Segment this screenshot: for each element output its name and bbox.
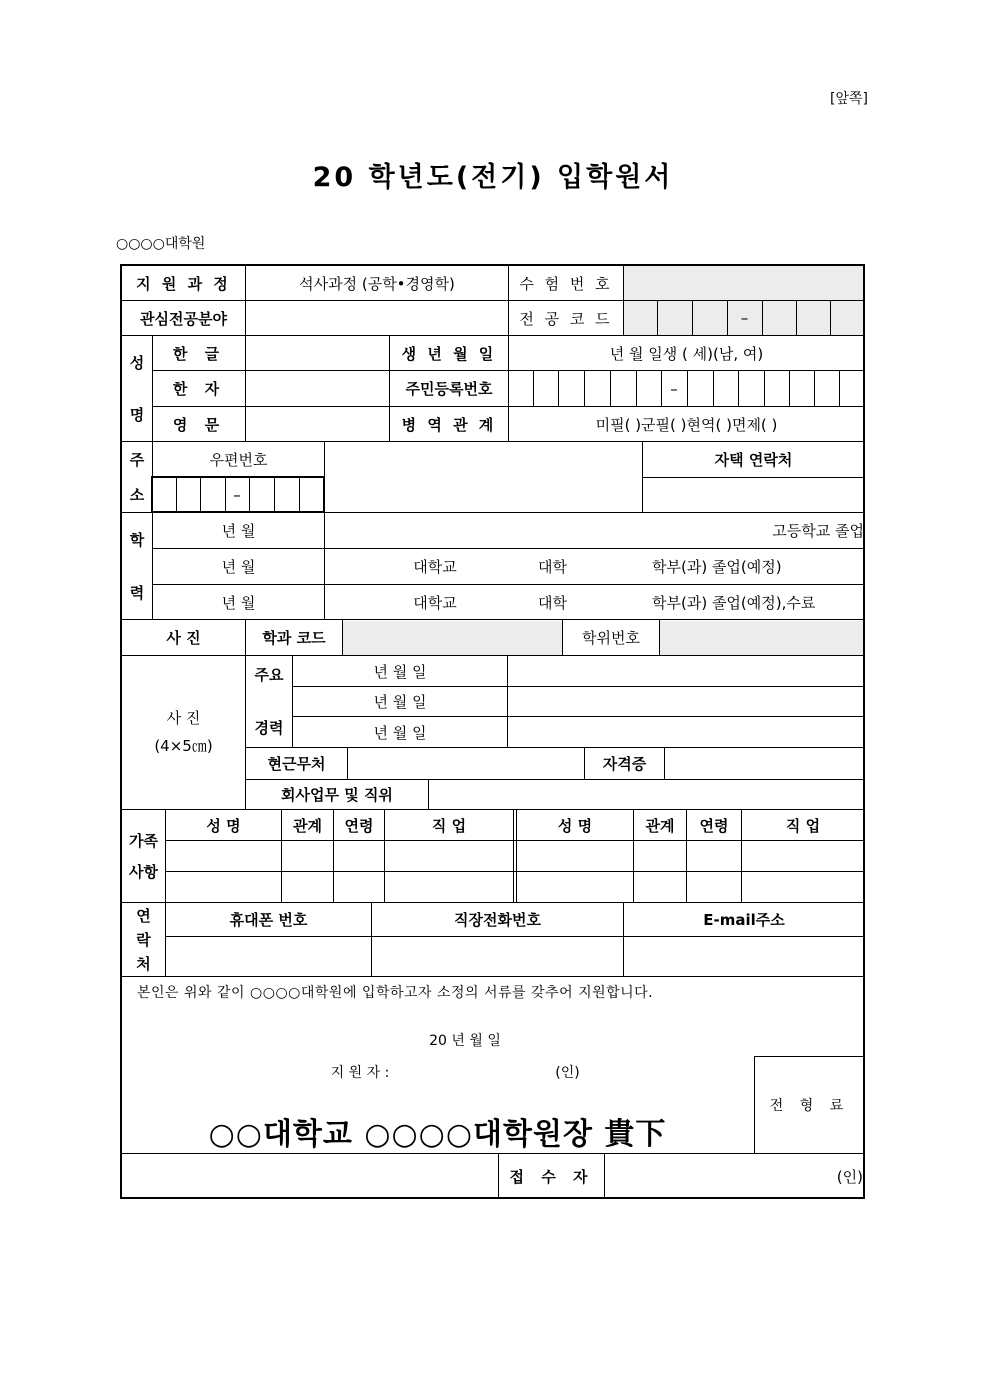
rrn-label: 주민등록번호 xyxy=(405,380,493,398)
mobile-field[interactable] xyxy=(166,937,371,976)
postal-code-dash: – xyxy=(233,485,241,504)
education-label-2: 력 xyxy=(129,584,145,602)
name-label-1: 성 xyxy=(129,353,145,372)
contact-label-1: 연 xyxy=(136,906,151,925)
address-label-2: 소 xyxy=(129,486,145,504)
page-tag: [앞쪽] xyxy=(830,91,868,107)
photo-box-size: (4×5㎝) xyxy=(154,736,213,755)
edu-row-3-dept: 학부(과) 졸업(예정),수료 xyxy=(652,593,816,612)
career-date-2[interactable]: 년 월 일 xyxy=(373,693,427,711)
birth-date-value[interactable]: 년 월 일생 ( 세)(남, 여) xyxy=(609,344,764,363)
applicant-label: 지 원 자 : xyxy=(330,1065,390,1081)
family-section-label xyxy=(122,825,165,887)
receipt-blank xyxy=(122,1154,498,1198)
career-date-1[interactable]: 년 월 일 xyxy=(373,662,427,681)
name-hanja-label: 한 자 xyxy=(172,380,226,398)
military-value[interactable]: 미필( )군필( )현역( )면제( ) xyxy=(595,415,778,434)
family-label-1: 가족 xyxy=(129,832,158,850)
fee-label: 전 형 료 xyxy=(769,1098,850,1114)
duty-label: 회사업무 및 직위 xyxy=(281,786,393,804)
education-section-label xyxy=(122,513,152,619)
name-hangul-label: 한 글 xyxy=(172,344,226,363)
family-label-2: 사항 xyxy=(129,863,158,881)
family-header-relation-2: 관계 xyxy=(645,816,675,835)
interest-major-label: 관심전공분야 xyxy=(140,309,227,328)
family-header-relation-1: 관계 xyxy=(293,816,322,835)
applicant-seal: (인) xyxy=(555,1065,580,1081)
degree-number-label: 학위번호 xyxy=(582,629,640,647)
course-value: 석사과정 (공학•경영학) xyxy=(299,274,455,293)
photo-box-label: 사 진 xyxy=(166,708,201,727)
license-label: 자격증 xyxy=(602,755,647,773)
rrn-dash: – xyxy=(670,379,678,398)
military-label: 병 역 관 계 xyxy=(401,415,497,434)
dept-code-field xyxy=(343,621,562,655)
family-header-name-1: 성 명 xyxy=(206,816,241,835)
edu-row-3-date[interactable]: 년 월 xyxy=(221,593,256,612)
contact-label-3: 처 xyxy=(136,955,151,974)
edu-row-3-university: 대학교 xyxy=(413,593,457,612)
degree-number-field xyxy=(660,621,863,655)
address-field[interactable] xyxy=(325,442,642,512)
office-phone-label: 직장전화번호 xyxy=(454,911,541,929)
education-label-1: 학 xyxy=(129,531,145,549)
workplace-label: 현근무처 xyxy=(267,755,326,773)
edu-row-2-university: 대학교 xyxy=(413,558,457,576)
address-section-label xyxy=(122,442,152,512)
postal-code-label: 우편번호 xyxy=(209,451,268,469)
dept-code-label: 학과 코드 xyxy=(262,629,326,647)
receipt-label: 접 수 자 xyxy=(509,1167,594,1186)
home-contact-field[interactable] xyxy=(643,478,864,512)
office-phone-field[interactable] xyxy=(372,937,623,976)
name-label-2: 명 xyxy=(129,406,145,425)
edu-row-2-dept: 학부(과) 졸업(예정) xyxy=(652,558,782,576)
edu-row-2-college: 대학 xyxy=(538,558,567,576)
career-label-1: 주요 xyxy=(254,665,284,684)
edu-row-3-college: 대학 xyxy=(538,593,567,612)
edu-row-1-date[interactable]: 년 월 xyxy=(221,522,256,540)
email-label: E-mail주소 xyxy=(703,911,785,929)
family-header-job-1: 직 업 xyxy=(431,816,467,835)
edu-row-1-school: 고등학교 졸업 xyxy=(772,522,864,540)
exam-number-field xyxy=(623,266,863,300)
birth-date-label: 생 년 월 일 xyxy=(401,344,497,363)
addressee: ○○대학교 ○○○○대학원장 貴下 xyxy=(208,1117,667,1152)
name-english-label: 영 문 xyxy=(172,415,226,434)
declaration-date: 20 년 월 일 xyxy=(429,1033,501,1049)
family-header-name-2: 성 명 xyxy=(557,816,593,835)
edu-row-2-date[interactable]: 년 월 xyxy=(221,558,256,576)
email-field[interactable] xyxy=(624,937,864,976)
contact-label-2: 락 xyxy=(136,930,151,949)
photo-label: 사 진 xyxy=(166,629,201,647)
name-section-label xyxy=(122,336,152,441)
exam-number-label: 수 험 번 호 xyxy=(519,274,613,293)
major-code-dash: – xyxy=(740,309,749,327)
interest-major-field[interactable] xyxy=(246,301,508,335)
form-title: 20 학년도(전기) 입학원서 xyxy=(312,162,674,193)
major-code-label: 전 공 코 드 xyxy=(519,309,613,328)
family-header-age-2: 연령 xyxy=(699,816,729,835)
contact-section-label xyxy=(122,903,165,976)
family-header-age-1: 연령 xyxy=(344,816,374,835)
home-contact-label: 자택 연락처 xyxy=(714,451,793,469)
mobile-label: 휴대폰 번호 xyxy=(229,911,308,929)
name-hanja-field[interactable] xyxy=(246,371,389,406)
course-label: 지 원 과 정 xyxy=(136,274,231,293)
institution-name: ○○○○대학원 xyxy=(116,236,206,252)
receipt-seal: (인) xyxy=(836,1167,863,1186)
family-header-job-2: 직 업 xyxy=(785,816,821,835)
name-english-field[interactable] xyxy=(246,407,389,441)
name-hangul-field[interactable] xyxy=(246,336,389,370)
declaration-text: 본인은 위와 같이 ○○○○대학원에 입학하고자 소정의 서류를 갖추어 지원합니다. xyxy=(137,985,654,1001)
address-label-1: 주 xyxy=(129,451,145,469)
career-date-3[interactable]: 년 월 일 xyxy=(373,723,427,742)
career-label-2: 경력 xyxy=(254,718,284,737)
